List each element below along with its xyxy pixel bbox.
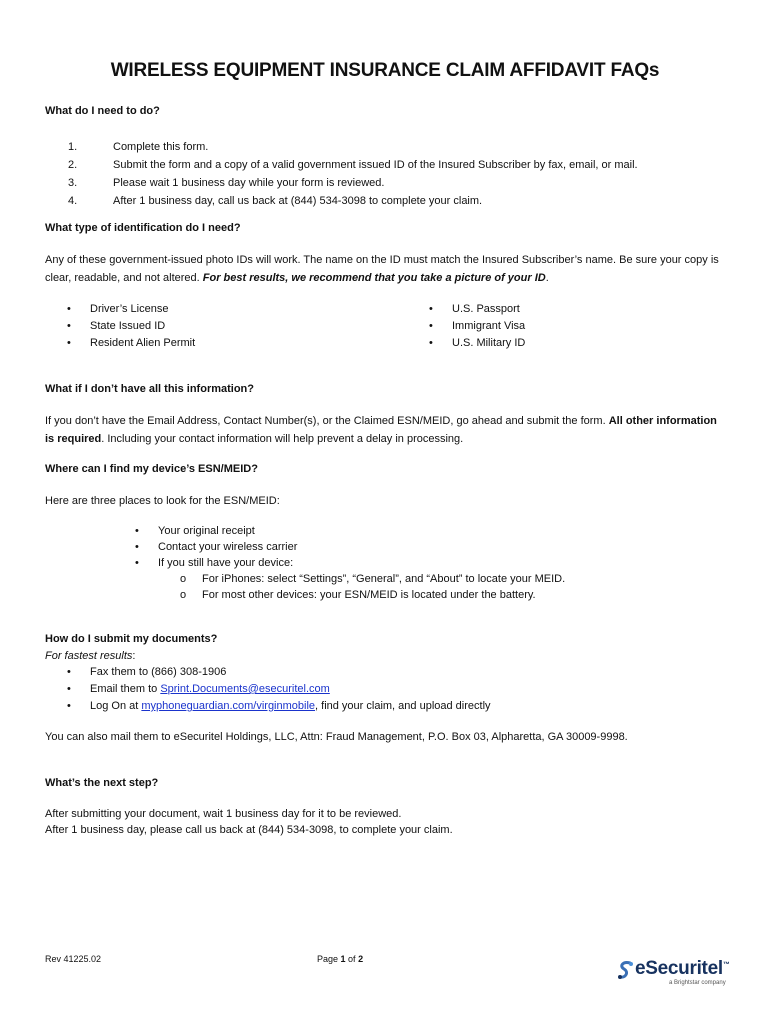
list-item: 2. Submit the form and a copy of a valid government issued ID of the Insured Subscriber by fax, email, or mail. [68,159,638,171]
esecuritel-logo [618,958,738,990]
heading-next-step: What’s the next step? [45,777,159,789]
submit-methods-list [67,664,491,715]
list-item: • Your original receipt [135,525,255,537]
esn-list [135,523,565,603]
list-item: • Email them to Sprint.Documents@esecuritel.com [67,683,330,695]
identification-paragraph: Any of these government-issued photo IDs will work. The name on the ID must match the Insured Subscriber’s name. Be sure your copy is clear, readable, and not altered. For best results, we recommend that you take a picture of your ID. [45,254,719,284]
page-title: WIRELESS EQUIPMENT INSURANCE CLAIM AFFIDAVIT FAQs [110,60,660,81]
revision-number: Rev 41225.02 [45,954,102,964]
heading-identification: What type of identification do I need? [45,222,241,234]
next-step-line: After submitting your document, wait 1 business day for it to be reviewed. [45,808,402,820]
page-number: Page 1 of 2 [317,954,364,964]
missing-info-paragraph: If you don’t have the Email Address, Contact Number(s), or the Claimed ESN/MEID, go ahead and submit the form. All other information is required. Including your contact information will help prevent a delay in processing. [45,415,717,445]
list-item: 3. Please wait 1 business day while your form is reviewed. [68,177,385,189]
portal-link[interactable]: myphoneguardian.com/virginmobile [141,700,316,712]
mail-address-text: You can also mail them to eSecuritel Holdings, LLC, Attn: Fraud Management, P.O. Box 03, Alpharetta, GA 30009-9998. [45,731,628,743]
list-item: • Immigrant Visa [429,320,526,332]
id-list-left [67,301,195,352]
heading-what-to-do: What do I need to do? [45,105,160,117]
next-step-line: After 1 business day, please call us back at (844) 534-3098, to complete your claim. [45,824,453,836]
heading-missing-info: What if I don’t have all this information? [45,383,254,395]
list-item: 4. After 1 business day, call us back at (844) 534-3098 to complete your claim. [68,195,483,207]
step-list [68,138,638,210]
list-item: • Contact your wireless carrier [135,541,298,553]
esn-intro: Here are three places to look for the ESN/MEID: [45,495,280,507]
list-item: 1. Complete this form. [68,141,209,153]
email-link[interactable]: Sprint.Documents@esecuritel.com [160,683,330,695]
heading-submit-docs: How do I submit my documents? [45,633,218,645]
list-item: • Resident Alien Permit [67,337,196,349]
list-item: • State Issued ID [67,320,166,332]
logo-tagline: a Brightstar company [669,980,726,986]
list-item: • If you still have your device: [135,557,294,569]
fastest-results-label: For fastest results: [45,650,136,662]
heading-find-esn: Where can I find my device’s ESN/MEID? [45,463,258,475]
list-item: • Fax them to (866) 308-1906 [67,666,227,678]
list-item: o For iPhones: select “Settings”, “General”, and “About” to locate your MEID. [180,573,566,585]
list-item: • U.S. Passport [429,303,520,315]
logo-mark-icon [618,960,634,982]
logo-name: eSecuritel™ [635,958,730,979]
list-item: • Log On at myphoneguardian.com/virginmobile, find your claim, and upload directly [67,700,491,712]
list-item: o For most other devices: your ESN/MEID is located under the battery. [180,589,536,601]
list-item: • U.S. Military ID [429,337,526,349]
next-step-text [45,806,453,838]
id-list-right [429,301,525,352]
list-item: • Driver’s License [67,303,169,315]
